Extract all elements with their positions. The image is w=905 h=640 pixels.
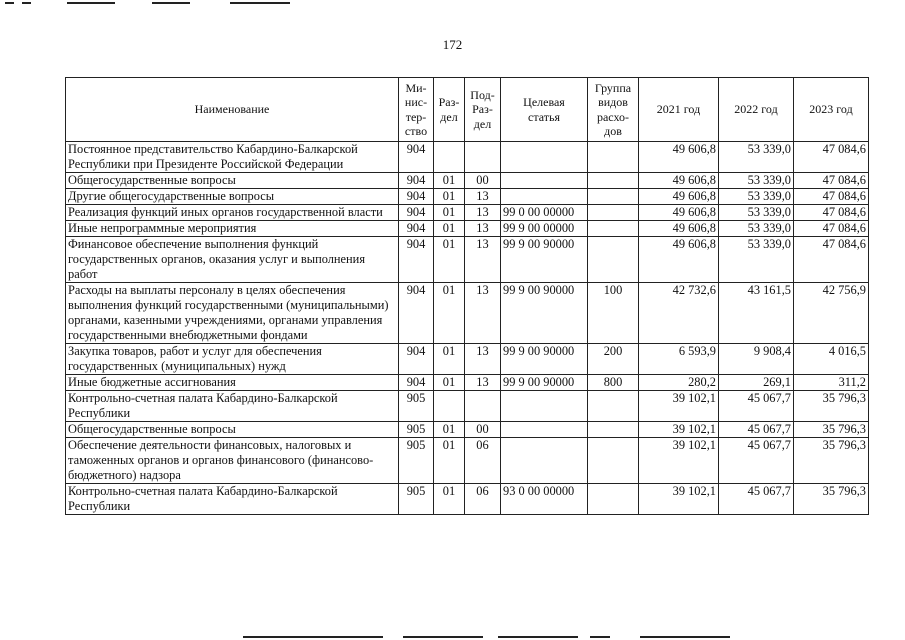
cell-2022: 53 339,0 [719, 237, 794, 283]
cell-expense-group [588, 142, 639, 173]
cell-section: 01 [434, 344, 465, 375]
cell-subsection: 13 [465, 344, 501, 375]
cell-2021: 42 732,6 [639, 283, 719, 344]
cell-section [434, 391, 465, 422]
cell-section: 01 [434, 438, 465, 484]
cell-2022: 53 339,0 [719, 142, 794, 173]
table-body [66, 142, 869, 515]
cell-2023: 4 016,5 [794, 344, 869, 375]
cell-2023: 35 796,3 [794, 391, 869, 422]
table-row [66, 375, 869, 391]
cell-expense-group [588, 221, 639, 237]
cell-target-article: 99 9 00 90000 [501, 237, 588, 283]
cell-2023: 47 084,6 [794, 205, 869, 221]
cell-2021: 49 606,8 [639, 173, 719, 189]
cell-2023: 35 796,3 [794, 438, 869, 484]
cell-expense-group [588, 391, 639, 422]
table-row [66, 221, 869, 237]
cell-subsection: 13 [465, 205, 501, 221]
cell-target-article: 99 0 00 00000 [501, 205, 588, 221]
cell-2023: 35 796,3 [794, 484, 869, 515]
cell-2022: 53 339,0 [719, 205, 794, 221]
cell-2023: 42 756,9 [794, 283, 869, 344]
scan-artifact-line [403, 636, 483, 638]
cell-2021: 49 606,8 [639, 142, 719, 173]
cell-ministry: 904 [399, 375, 434, 391]
cell-2022: 269,1 [719, 375, 794, 391]
table-row [66, 438, 869, 484]
cell-target-article [501, 173, 588, 189]
cell-section: 01 [434, 283, 465, 344]
cell-name: Обеспечение деятельности финансовых, налоговых и таможенных органов и органов финансового (финансово-бюджетного) надзора [66, 438, 399, 484]
cell-2022: 53 339,0 [719, 173, 794, 189]
header-2022: 2022 год [719, 78, 794, 142]
table-row [66, 173, 869, 189]
cell-section: 01 [434, 189, 465, 205]
cell-ministry: 905 [399, 484, 434, 515]
scan-artifact-line [498, 636, 578, 638]
cell-2023: 47 084,6 [794, 221, 869, 237]
cell-name: Закупка товаров, работ и услуг для обеспечения государственных (муниципальных) нужд [66, 344, 399, 375]
cell-ministry: 904 [399, 205, 434, 221]
table-row [66, 283, 869, 344]
cell-target-article [501, 142, 588, 173]
header-ministry: Ми- нис- тер- ство [399, 78, 434, 142]
cell-subsection: 13 [465, 237, 501, 283]
header-section: Раз- дел [434, 78, 465, 142]
cell-subsection [465, 391, 501, 422]
cell-2021: 49 606,8 [639, 189, 719, 205]
cell-2022: 53 339,0 [719, 189, 794, 205]
cell-ministry: 904 [399, 173, 434, 189]
cell-target-article: 93 0 00 00000 [501, 484, 588, 515]
cell-ministry: 904 [399, 221, 434, 237]
cell-2022: 53 339,0 [719, 221, 794, 237]
cell-subsection: 00 [465, 173, 501, 189]
header-subsection: Под- Раз- дел [465, 78, 501, 142]
cell-expense-group [588, 237, 639, 283]
cell-2021: 280,2 [639, 375, 719, 391]
cell-name: Другие общегосударственные вопросы [66, 189, 399, 205]
cell-ministry: 904 [399, 344, 434, 375]
cell-ministry: 904 [399, 142, 434, 173]
cell-expense-group [588, 189, 639, 205]
cell-2023: 47 084,6 [794, 142, 869, 173]
cell-subsection [465, 142, 501, 173]
cell-name: Реализация функций иных органов государственной власти [66, 205, 399, 221]
header-2021: 2021 год [639, 78, 719, 142]
cell-section [434, 142, 465, 173]
cell-expense-group: 100 [588, 283, 639, 344]
cell-section: 01 [434, 173, 465, 189]
cell-expense-group [588, 484, 639, 515]
cell-ministry: 905 [399, 391, 434, 422]
table-row [66, 205, 869, 221]
cell-subsection: 13 [465, 375, 501, 391]
scan-artifact-line [243, 636, 383, 638]
cell-2023: 35 796,3 [794, 422, 869, 438]
cell-target-article: 99 9 00 90000 [501, 375, 588, 391]
cell-subsection: 13 [465, 189, 501, 205]
cell-name: Иные бюджетные ассигнования [66, 375, 399, 391]
cell-name: Финансовое обеспечение выполнения функций государственных органов, оказания услуг и выполнения работ [66, 237, 399, 283]
cell-subsection: 13 [465, 221, 501, 237]
cell-target-article: 99 9 00 00000 [501, 221, 588, 237]
scan-artifact-line [230, 2, 290, 4]
cell-name: Постоянное представительство Кабардино-Балкарской Республики при Президенте Российской Федерации [66, 142, 399, 173]
header-expense-group: Группа видов расхо- дов [588, 78, 639, 142]
cell-2023: 311,2 [794, 375, 869, 391]
cell-2022: 45 067,7 [719, 484, 794, 515]
scan-artifact-line [640, 636, 730, 638]
cell-section: 01 [434, 484, 465, 515]
cell-name: Иные непрограммные мероприятия [66, 221, 399, 237]
table-row [66, 189, 869, 205]
page-number: 172 [442, 37, 463, 52]
cell-2021: 49 606,8 [639, 237, 719, 283]
table-row [66, 484, 869, 515]
cell-target-article: 99 9 00 90000 [501, 344, 588, 375]
cell-expense-group [588, 205, 639, 221]
cell-subsection: 00 [465, 422, 501, 438]
cell-target-article: 99 9 00 90000 [501, 283, 588, 344]
cell-expense-group: 200 [588, 344, 639, 375]
cell-2021: 6 593,9 [639, 344, 719, 375]
cell-section: 01 [434, 375, 465, 391]
cell-ministry: 905 [399, 438, 434, 484]
cell-name: Контрольно-счетная палата Кабардино-Балкарской Республики [66, 391, 399, 422]
cell-name: Общегосударственные вопросы [66, 173, 399, 189]
cell-subsection: 13 [465, 283, 501, 344]
cell-2021: 39 102,1 [639, 422, 719, 438]
cell-2023: 47 084,6 [794, 173, 869, 189]
cell-section: 01 [434, 422, 465, 438]
cell-expense-group [588, 422, 639, 438]
cell-target-article [501, 189, 588, 205]
cell-2022: 45 067,7 [719, 391, 794, 422]
cell-2021: 49 606,8 [639, 221, 719, 237]
cell-2021: 39 102,1 [639, 438, 719, 484]
cell-expense-group: 800 [588, 375, 639, 391]
cell-2022: 9 908,4 [719, 344, 794, 375]
header-2023: 2023 год [794, 78, 869, 142]
cell-2023: 47 084,6 [794, 189, 869, 205]
table-row [66, 237, 869, 283]
scan-artifact-line [22, 2, 31, 4]
table-row [66, 391, 869, 422]
cell-target-article [501, 422, 588, 438]
cell-ministry: 905 [399, 422, 434, 438]
cell-expense-group [588, 173, 639, 189]
table-row [66, 344, 869, 375]
cell-subsection: 06 [465, 438, 501, 484]
cell-ministry: 904 [399, 189, 434, 205]
cell-section: 01 [434, 205, 465, 221]
table-header-row [66, 78, 869, 142]
scan-artifact-line [67, 2, 115, 4]
cell-expense-group [588, 438, 639, 484]
cell-ministry: 904 [399, 283, 434, 344]
scan-artifact-line [5, 2, 14, 4]
cell-2023: 47 084,6 [794, 237, 869, 283]
table-row [66, 142, 869, 173]
cell-2022: 45 067,7 [719, 422, 794, 438]
cell-ministry: 904 [399, 237, 434, 283]
cell-2022: 43 161,5 [719, 283, 794, 344]
cell-section: 01 [434, 221, 465, 237]
cell-name: Контрольно-счетная палата Кабардино-Балкарской Республики [66, 484, 399, 515]
cell-subsection: 06 [465, 484, 501, 515]
scan-artifact-line [152, 2, 190, 4]
scan-artifact-line [590, 636, 610, 638]
cell-2021: 39 102,1 [639, 391, 719, 422]
cell-2022: 45 067,7 [719, 438, 794, 484]
cell-target-article [501, 438, 588, 484]
budget-table [65, 77, 869, 515]
cell-name: Общегосударственные вопросы [66, 422, 399, 438]
cell-name: Расходы на выплаты персоналу в целях обеспечения выполнения функций государственными (муниципальными) органами, казенными учреждениями, органами управления государственными внебюджетными фондами [66, 283, 399, 344]
cell-target-article [501, 391, 588, 422]
header-target-article: Целевая статья [501, 78, 588, 142]
cell-2021: 39 102,1 [639, 484, 719, 515]
cell-2021: 49 606,8 [639, 205, 719, 221]
cell-section: 01 [434, 237, 465, 283]
header-name: Наименование [66, 78, 399, 142]
table-row [66, 422, 869, 438]
